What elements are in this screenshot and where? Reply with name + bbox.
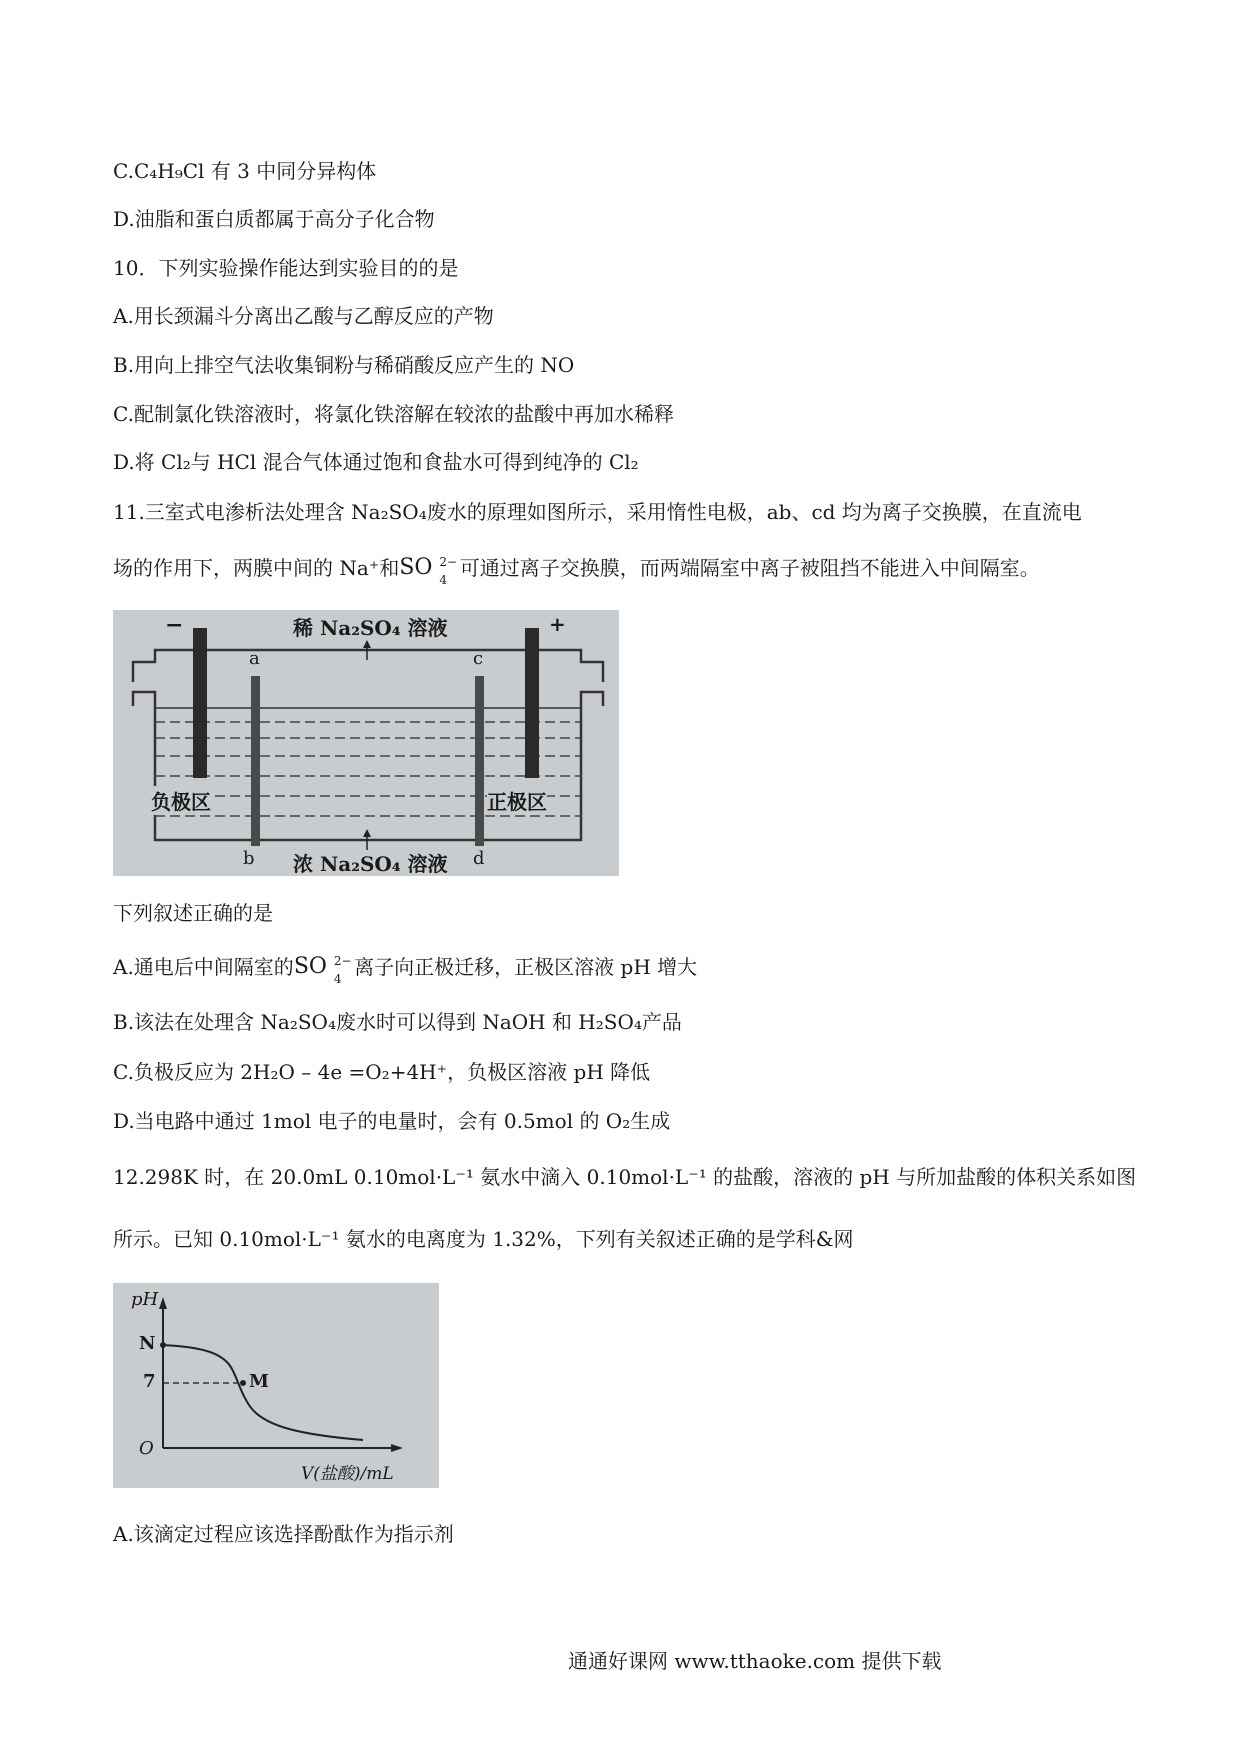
label-a: a <box>249 648 260 669</box>
q11-text-b: 可通过离子交换膜，而两端隔室中离子被阻挡不能进入中间隔室。 <box>459 556 1040 580</box>
label-c: c <box>473 648 484 669</box>
q11-continuation <box>113 553 1040 587</box>
q11-option-a <box>113 952 698 986</box>
q11-option-a-text-1: A.通电后中间隔室的 <box>113 955 294 979</box>
q11-option-c: C.负极反应为 2H₂O – 4e =O₂+4H⁺，负极区溶液 pH 降低 <box>113 1060 651 1084</box>
ph-axis-label: pH <box>131 1289 159 1310</box>
sulfate-ion-2: SO 2− 4 <box>293 954 352 986</box>
q11-option-a-text-2: 离子向正极迁移，正极区溶液 pH 增大 <box>354 955 698 979</box>
electrodialysis-figure <box>113 610 619 876</box>
footer-credit: 通通好课网 www.tthaoke.com 提供下载 <box>568 1649 942 1673</box>
membrane-cd <box>475 676 484 846</box>
positive-electrode <box>525 628 539 778</box>
origin-label: O <box>139 1438 154 1459</box>
q10-option-b: B.用向上排空气法收集铜粉与稀硝酸反应产生的 NO <box>113 353 575 377</box>
negative-electrode <box>193 628 207 778</box>
question-12: 12.298K 时，在 20.0mL 0.10mol·L⁻¹ 氨水中滴入 0.10mol·L⁻¹ 的盐酸，溶液的 pH 与所加盐酸的体积关系如图 <box>113 1165 1137 1189</box>
dilute-na2so4-label: 稀 Na₂SO₄ 溶液 <box>293 616 448 640</box>
titration-figure <box>113 1283 439 1488</box>
membrane-ab <box>251 676 260 846</box>
line-2: D.油脂和蛋白质都属于高分子化合物 <box>113 207 435 231</box>
point-n <box>160 1342 166 1348</box>
q11-option-d: D.当电路中通过 1mol 电子的电量时，会有 0.5mol 的 O₂生成 <box>113 1109 671 1133</box>
electrodialysis-diagram <box>113 610 619 876</box>
point-m <box>240 1380 246 1386</box>
q11-text-a: 场的作用下，两膜中间的 Na⁺和 <box>113 556 400 580</box>
positive-zone-label: 正极区 <box>487 786 547 815</box>
q12-continuation: 所示。已知 0.10mol·L⁻¹ 氨水的电离度为 1.32%，下列有关叙述正确的是学科&网 <box>113 1227 854 1251</box>
volume-axis-label: V(盐酸)/mL <box>301 1464 394 1484</box>
q12-option-a: A.该滴定过程应该选择酚酞作为指示剂 <box>113 1522 454 1546</box>
titration-curve-diagram <box>113 1283 439 1488</box>
q10-option-a: A.用长颈漏斗分离出乙酸与乙醇反应的产物 <box>113 304 494 328</box>
question-11: 11.三室式电渗析法处理含 Na₂SO₄废水的原理如图所示，采用惰性电极，ab、cd 均为离子交换膜，在直流电 <box>113 500 1082 524</box>
q11-option-b: B.该法在处理含 Na₂SO₄废水时可以得到 NaOH 和 H₂SO₄产品 <box>113 1010 682 1034</box>
point-n-label: N <box>139 1333 156 1354</box>
minus-sign: − <box>165 612 184 638</box>
ph-7-label: 7 <box>143 1371 156 1392</box>
line-1: C.C₄H₉Cl 有 3 中同分异构体 <box>113 159 377 183</box>
q10-option-c: C.配制氯化铁溶液时，将氯化铁溶解在较浓的盐酸中再加水稀释 <box>113 402 674 426</box>
point-m-label: M <box>249 1371 269 1392</box>
concentrated-na2so4-label: 浓 Na₂SO₄ 溶液 <box>293 852 448 876</box>
q10-option-d: D.将 Cl₂与 HCl 混合气体通过饱和食盐水可得到纯净的 Cl₂ <box>113 450 639 474</box>
sulfate-ion: SO 2− 4 <box>399 555 458 587</box>
negative-zone-label: 负极区 <box>151 786 211 815</box>
plus-sign: + <box>549 612 566 636</box>
label-b: b <box>243 848 255 869</box>
label-d: d <box>473 848 485 869</box>
choose-correct-prompt: 下列叙述正确的是 <box>113 901 273 925</box>
question-10: 10．下列实验操作能达到实验目的的是 <box>113 256 459 280</box>
